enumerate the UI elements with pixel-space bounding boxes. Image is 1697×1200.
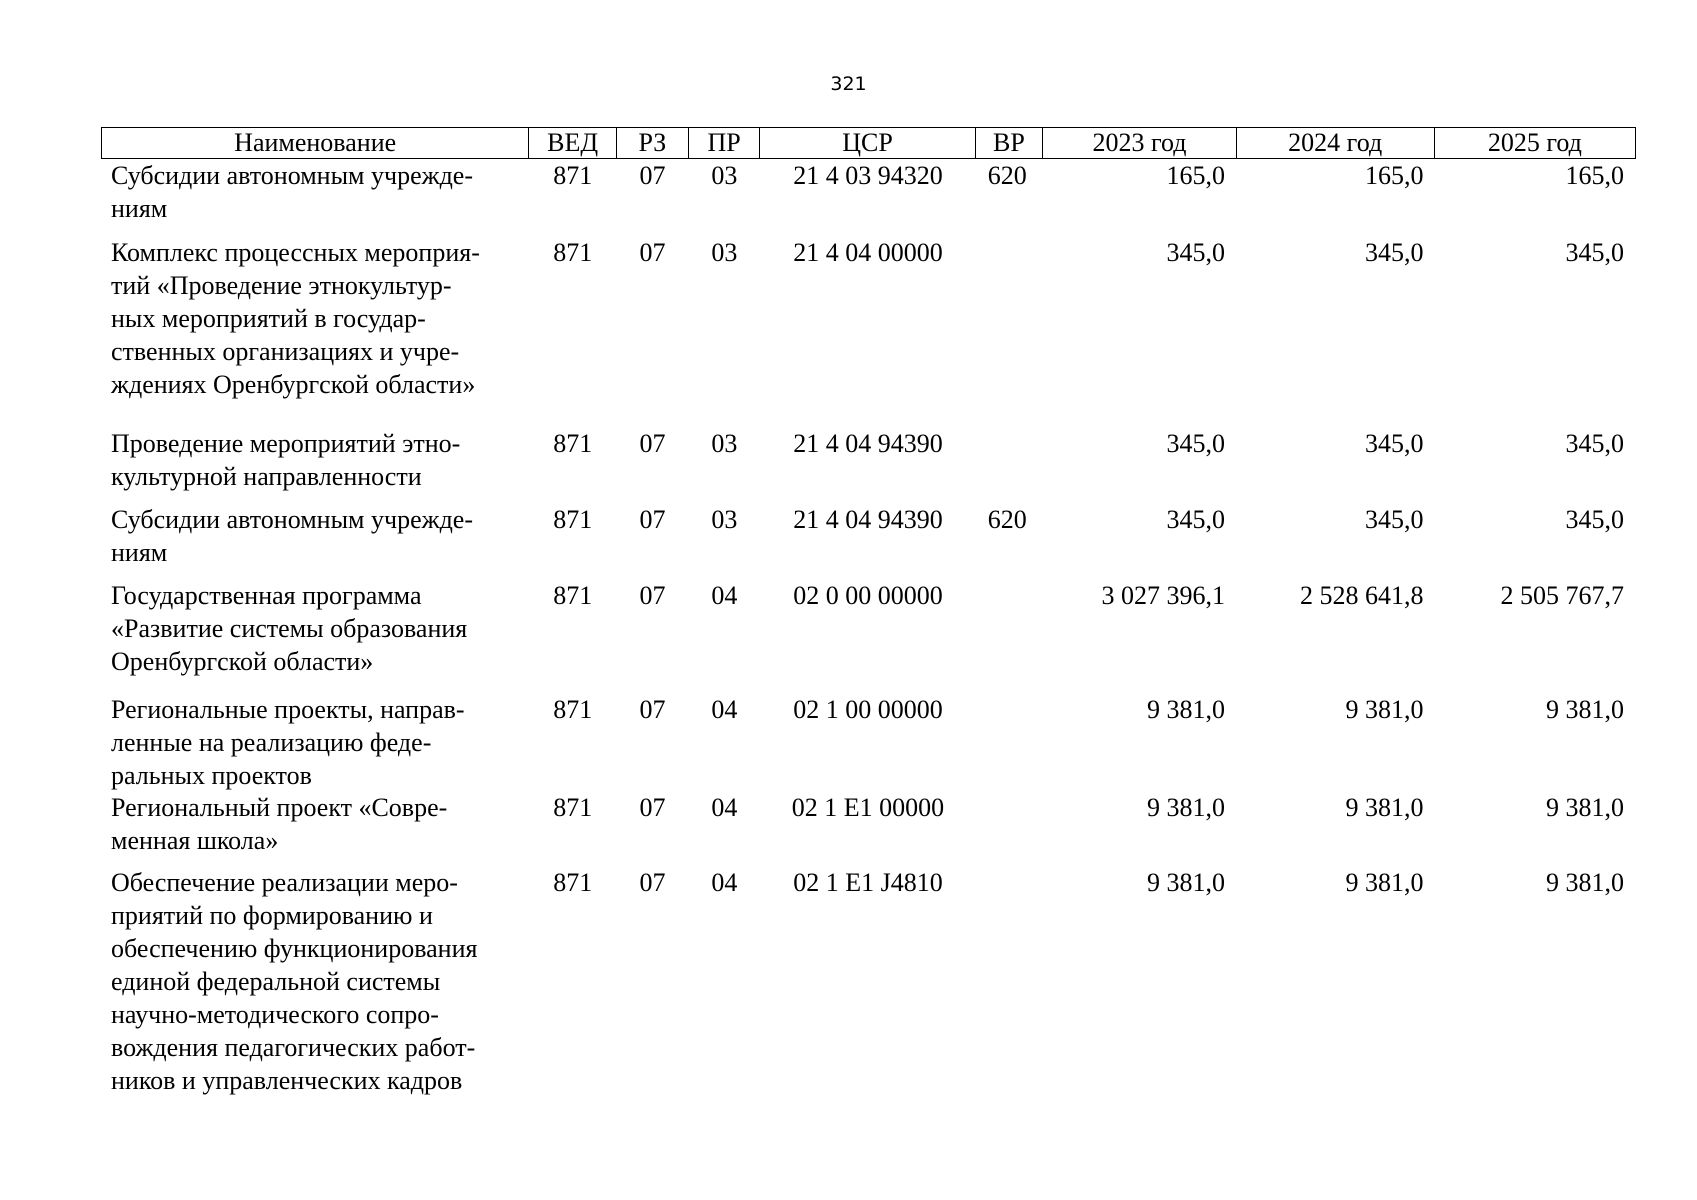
row-name-line: Оренбургской области» <box>111 647 374 676</box>
row-csr: 02 1 E1 00000 <box>791 793 945 822</box>
row-csr: 02 1 00 00000 <box>793 695 943 724</box>
row-name-line: ников и управленческих кадров <box>111 1066 463 1095</box>
row-2025: 9 381,0 <box>1546 793 1625 822</box>
row-2023: 9 381,0 <box>1147 695 1226 724</box>
table-row <box>101 503 1636 579</box>
row-ved: 871 <box>553 505 593 534</box>
row-csr: 21 4 04 00000 <box>793 238 943 267</box>
row-name-line: научно-методического сопро- <box>111 1000 439 1029</box>
row-csr: 21 4 04 94390 <box>793 505 943 534</box>
table-body <box>101 159 1636 1096</box>
header-rz: РЗ <box>617 128 689 158</box>
row-pr: 04 <box>711 695 738 724</box>
table-row <box>101 866 1636 1096</box>
row-name-line: ственных организациях и учре- <box>111 337 460 366</box>
row-name-line: ральных проектов <box>111 761 312 790</box>
row-name-line: Субсидии автономным учрежде- <box>111 505 473 534</box>
row-vr: 620 <box>987 161 1027 190</box>
row-ved: 871 <box>553 868 593 897</box>
row-2025: 345,0 <box>1565 238 1625 267</box>
row-ved: 871 <box>553 161 593 190</box>
row-name <box>101 236 529 401</box>
row-name-line: ниям <box>111 194 168 223</box>
row-pr: 03 <box>711 429 738 458</box>
row-2023: 165,0 <box>1166 161 1226 190</box>
header-csr: ЦСР <box>760 128 975 158</box>
row-name-line: тий «Проведение этнокультур- <box>111 271 452 300</box>
budget-table <box>101 127 1636 1096</box>
row-2024: 345,0 <box>1365 429 1424 458</box>
row-ved: 871 <box>553 581 593 610</box>
row-name-line: ниям <box>111 538 168 567</box>
row-rz: 07 <box>639 238 666 267</box>
row-name-line: ждениях Оренбургской области» <box>111 370 476 399</box>
row-2023: 345,0 <box>1166 429 1226 458</box>
row-2025: 165,0 <box>1565 161 1625 190</box>
row-name <box>101 159 529 225</box>
row-csr: 21 4 03 94320 <box>793 161 943 190</box>
row-2024: 9 381,0 <box>1345 695 1424 724</box>
row-name-line: Комплекс процессных мероприя- <box>111 238 480 267</box>
row-pr: 03 <box>711 238 738 267</box>
header-2025: 2025 год <box>1487 128 1582 157</box>
row-name-line: ленные на реализацию феде- <box>111 728 432 757</box>
row-name-line: Региональный проект «Совре- <box>111 793 448 822</box>
table-row <box>101 693 1636 791</box>
header-2023: 2023 год <box>1043 128 1236 158</box>
row-csr: 02 0 00 00000 <box>793 581 943 610</box>
row-name-line: вождения педагогических работ- <box>111 1033 476 1062</box>
table-row <box>101 236 1636 427</box>
row-2024: 2 528 641,8 <box>1300 581 1424 610</box>
header-vr: ВР <box>976 128 1044 158</box>
page-number: 321 <box>830 73 867 95</box>
row-2023: 345,0 <box>1166 238 1226 267</box>
header-pr: ПР <box>689 128 761 158</box>
row-rz: 07 <box>639 868 666 897</box>
row-rz: 07 <box>639 161 666 190</box>
row-csr: 02 1 E1 J4810 <box>793 868 943 897</box>
row-2023: 345,0 <box>1166 505 1226 534</box>
row-2025: 345,0 <box>1565 505 1625 534</box>
row-vr: 620 <box>987 505 1027 534</box>
row-rz: 07 <box>639 429 666 458</box>
row-name <box>101 579 529 678</box>
row-2024: 165,0 <box>1365 161 1424 190</box>
row-ved: 871 <box>553 793 593 822</box>
row-2025: 9 381,0 <box>1546 868 1625 897</box>
row-rz: 07 <box>639 695 666 724</box>
row-name-line: менная школа» <box>111 826 279 855</box>
row-2024: 9 381,0 <box>1345 793 1424 822</box>
row-name <box>101 693 529 792</box>
row-pr: 03 <box>711 161 738 190</box>
row-ved: 871 <box>553 238 593 267</box>
row-name <box>101 503 529 569</box>
row-pr: 04 <box>711 793 738 822</box>
row-name-line: приятий по формированию и <box>111 901 433 930</box>
row-rz: 07 <box>639 793 666 822</box>
header-name: Наименование <box>102 128 529 158</box>
row-name-line: ных мероприятий в государ- <box>111 304 426 333</box>
row-2024: 345,0 <box>1365 238 1424 267</box>
row-2023: 3 027 396,1 <box>1101 581 1226 610</box>
row-ved: 871 <box>553 695 593 724</box>
table-row <box>101 579 1636 693</box>
row-2023: 9 381,0 <box>1147 868 1226 897</box>
row-2024: 345,0 <box>1365 505 1424 534</box>
row-csr: 21 4 04 94390 <box>793 429 943 458</box>
row-2025: 345,0 <box>1565 429 1625 458</box>
row-name-line: Субсидии автономным учрежде- <box>111 161 473 190</box>
row-name-line: Государственная программа <box>111 581 422 610</box>
table-row <box>101 159 1636 236</box>
row-2025: 2 505 767,7 <box>1500 581 1625 610</box>
row-2024: 9 381,0 <box>1345 868 1424 897</box>
row-rz: 07 <box>639 581 666 610</box>
table-header <box>101 127 1636 159</box>
header-ved: ВЕД <box>529 128 617 158</box>
row-name-line: «Развитие системы образования <box>111 614 468 643</box>
row-name-line: Проведение мероприятий этно- <box>111 429 461 458</box>
row-name-line: единой федеральной системы <box>111 967 441 996</box>
row-name-line: обеспечению функционирования <box>111 934 478 963</box>
table-row <box>101 427 1636 503</box>
row-2023: 9 381,0 <box>1147 793 1226 822</box>
row-pr: 03 <box>711 505 738 534</box>
row-rz: 07 <box>639 505 666 534</box>
table-row <box>101 791 1636 866</box>
row-name-line: Обеспечение реализации меро- <box>111 868 458 897</box>
row-ved: 871 <box>553 429 593 458</box>
row-name <box>101 791 529 857</box>
row-name-line: Региональные проекты, направ- <box>111 695 465 724</box>
row-2025: 9 381,0 <box>1546 695 1625 724</box>
row-name-line: культурной направленности <box>111 462 422 491</box>
header-2024: 2024 год <box>1237 128 1435 158</box>
row-pr: 04 <box>711 581 738 610</box>
row-name <box>101 427 529 493</box>
row-name <box>101 866 529 1097</box>
row-pr: 04 <box>711 868 738 897</box>
